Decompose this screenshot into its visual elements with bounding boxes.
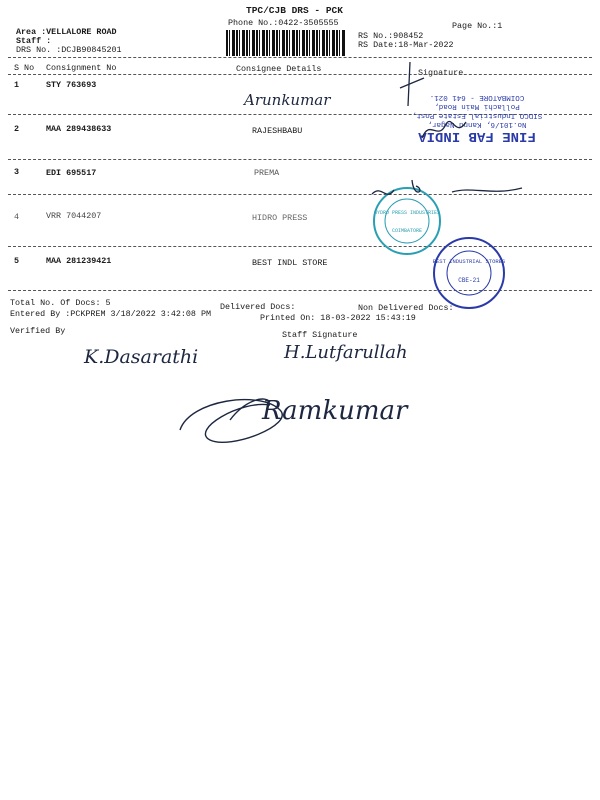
rs-date: RS Date:18-Mar-2022	[358, 40, 454, 50]
stamp-line: COIMBATORE - 641 021.	[429, 93, 525, 101]
stamp-line: SIDCO Industrial Estate Post,	[411, 111, 543, 119]
printed-on: Printed On: 18-03-2022 15:43:19	[260, 313, 416, 323]
hydro-press-stamp-name: HYDRO PRESS INDUSTRIES	[373, 210, 440, 216]
total-docs: Total No. Of Docs: 5	[10, 298, 111, 308]
entered-by: Entered By :PCKPREM 3/18/2022 3:42:08 PM	[10, 309, 212, 319]
row-sno: 5	[14, 256, 20, 266]
hydro-press-stamp-city: COIMBATORE	[391, 228, 422, 234]
row-sno: 3	[14, 167, 20, 177]
verifier-signature: K.Dasarathi	[84, 346, 199, 368]
stamp-line: Pollachi Main Road,	[434, 102, 520, 110]
stamp-line: No.101/6, Kannu Nagar,	[427, 120, 527, 128]
page-number: Page No.:1	[452, 21, 503, 31]
row-consignee: PREMA	[254, 168, 280, 178]
pen-mark-icon	[398, 60, 428, 110]
initials-scribble-icon	[420, 114, 470, 144]
col-header-consignment: Consignment No	[46, 63, 117, 73]
row-sno: 1	[14, 80, 20, 90]
non-delivered-docs: Non Delivered Docs:	[358, 303, 454, 313]
delivered-docs: Delivered Docs:	[220, 302, 296, 312]
stamp-company: FINE FAB INDIA	[418, 128, 536, 144]
drs-number: DRS No. :DCJB90845201	[16, 45, 122, 55]
signature-scribble-icon	[372, 176, 532, 206]
row-consignee: HIDRO PRESS	[252, 213, 308, 223]
divider	[8, 74, 592, 75]
staff-field: Staff :	[16, 36, 52, 46]
row-consignment: MAA 281239421	[46, 256, 112, 266]
divider	[8, 57, 592, 58]
area-field: Area :VELLALORE ROAD	[16, 27, 117, 37]
best-industrial-stamp-name: BEST INDUSTRIAL STORES	[432, 258, 506, 265]
row-consignee: RAJESHBABU	[252, 126, 303, 136]
best-industrial-stamp	[432, 236, 506, 310]
staff-signature: H.Lutfarullah	[284, 342, 408, 363]
divider	[8, 159, 592, 160]
report-title: TPC/CJB DRS - PCK	[246, 5, 343, 16]
col-header-signature: Signature	[418, 68, 464, 78]
large-signature: Ramkumar	[262, 396, 408, 426]
verified-by-label: Verified By	[10, 326, 66, 336]
row-sno: 2	[14, 124, 20, 134]
row-consignment: EDI 695517	[46, 168, 97, 178]
col-header-sno: S No	[14, 63, 35, 73]
best-industrial-stamp-city: CBE-21	[458, 277, 480, 284]
row-consignment: STY 763693	[46, 80, 97, 90]
row-consignment: VRR 7044207	[46, 211, 102, 221]
barcode	[226, 30, 346, 56]
staff-signature-label: Staff Signature	[282, 330, 358, 340]
col-header-consignee: Consignee Details	[236, 64, 322, 74]
row-consignee: BEST INDL STORE	[252, 258, 328, 268]
row-sno: 4	[14, 212, 20, 222]
handwritten-receiver-name: Arunkumar	[244, 91, 331, 109]
phone-number: Phone No.:0422-3505555	[228, 18, 339, 28]
rs-number: RS No.:908452	[358, 31, 424, 41]
row-consignment: MAA 289438633	[46, 124, 112, 134]
